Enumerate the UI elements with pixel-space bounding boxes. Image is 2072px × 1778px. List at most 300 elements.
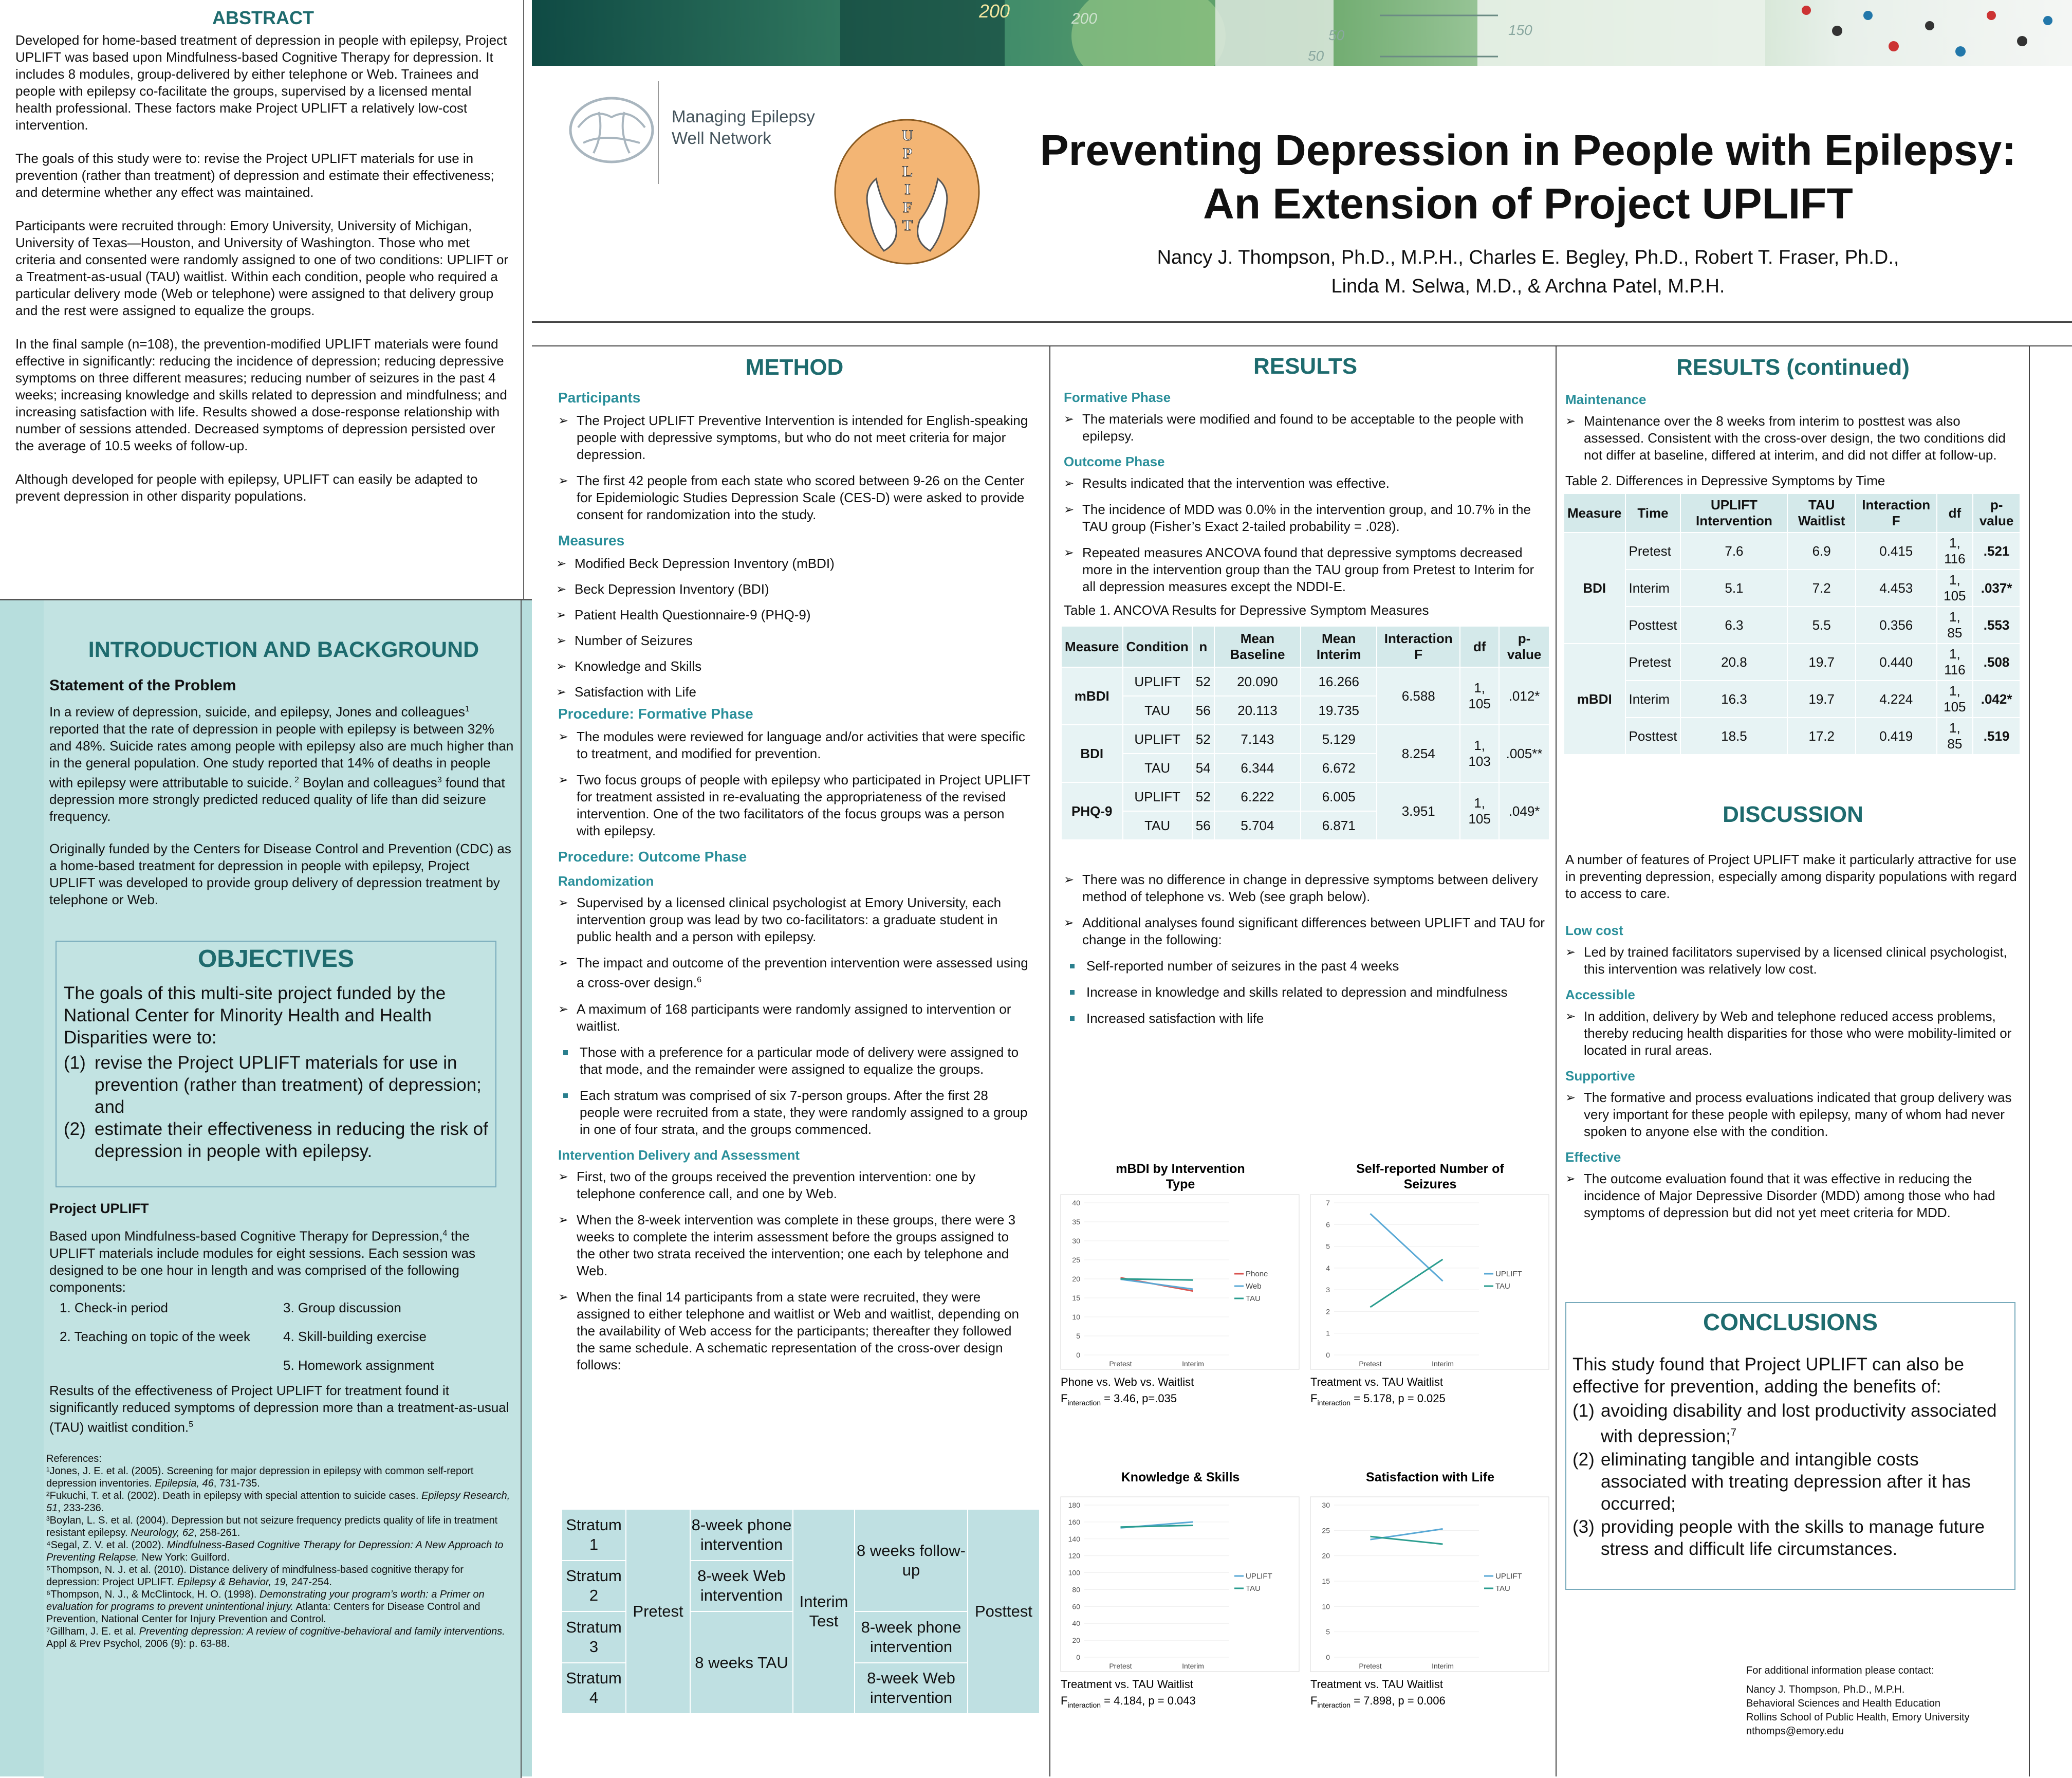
chart-y-tick: 0 [1326, 1653, 1330, 1661]
chart-y-tick: 6 [1326, 1220, 1330, 1229]
table1-measure: mBDI [1061, 667, 1123, 725]
table2-cell: .042* [1973, 681, 2020, 718]
design-posttest: Posttest [968, 1509, 1040, 1714]
chart-title: Type [1166, 1177, 1195, 1192]
problem-subheading: Statement of the Problem [49, 677, 236, 694]
chart-y-tick: 20 [1072, 1275, 1080, 1283]
table2-header: Measure [1564, 493, 1625, 533]
banner-mark-200b: 200 [1071, 10, 1098, 27]
table1-cell: 6.222 [1214, 782, 1301, 811]
chart-caption: Phone vs. Web vs. Waitlist [1061, 1376, 1194, 1388]
method-section [558, 355, 1031, 1383]
table1-cell: 6.672 [1301, 754, 1377, 782]
table1-cell: TAU [1123, 811, 1192, 840]
chart-title: Knowledge & Skills [1121, 1470, 1240, 1484]
table2-header: TAU Waitlist [1787, 493, 1856, 533]
results-bullet-method: ➢ There was no difference in change in depressive symptoms between delivery method of telephone vs. Web (see graph below). [1064, 871, 1547, 905]
table2-cell: 7.6 [1680, 533, 1787, 570]
discussion-intro: A number of features of Project UPLIFT make it particularly attractive for use in preventing depression, especially among disparity populations with regard to access to care. [1565, 852, 2017, 901]
chart-satisfaction [1309, 1470, 1551, 1717]
design-web-intervention: 8-week Web intervention [690, 1561, 793, 1612]
table2-row [1564, 533, 2020, 570]
measure-item: ➢ Satisfaction with Life [556, 684, 1031, 701]
chart-y-tick: 10 [1322, 1602, 1330, 1611]
randomization-sub-1: Those with a preference for a particular mode of delivery were assigned to that mode, and the remainder were assigned to equalize the groups. [559, 1044, 1031, 1078]
design-phone-intervention: 8-week phone intervention [690, 1509, 793, 1561]
references-heading: References: [46, 1453, 102, 1464]
chart-legend-label: UPLIFT [1495, 1572, 1522, 1581]
chart-y-tick: 100 [1068, 1568, 1080, 1577]
component-5: 5. Homework assignment [283, 1357, 434, 1373]
chart-title: Seizures [1403, 1177, 1457, 1192]
design-stratum-4: Stratum 4 [562, 1663, 626, 1714]
table1-cell: 5.129 [1301, 725, 1377, 754]
banner-mark-200a: 200 [979, 1, 1010, 22]
participants-heading: Participants [558, 390, 641, 406]
table1-cell: 52 [1192, 782, 1214, 811]
delivery-bullet-3: ➢ When the final 14 participants from a state were recruited, they were assigned to either telephone and waitlist or Web and waitlist, depending on the availability of Web access for the participants; thereafter they followed the same schedule. A schematic representation of the cross-over design follows: [558, 1289, 1031, 1373]
table1-header: Condition [1123, 626, 1192, 667]
table2-cell: 1, 85 [1937, 718, 1973, 755]
outcome-result-3: ➢ Repeated measures ANCOVA found that depressive symptoms decreased more in the intervention group than the TAU group from Pretest to Interim for all depression measures except the NDDI-E. [1064, 544, 1547, 595]
contact-line: For additional information please contact: [1746, 1665, 1934, 1676]
table2-cell: 0.356 [1856, 607, 1937, 644]
measure-item: ➢ Modified Beck Depression Inventory (mBDI) [556, 555, 1031, 572]
table2-row [1564, 570, 2020, 607]
abstract-paragraph-1: Developed for home-based treatment of depression in people with epilepsy, Project UPLIFT was based upon Mindfulness-based Cognitive Therapy for depression. It includes 8 modules, group-delivered by either telephone or Web. Trainees and people with epilepsy co-facilitate the groups, supervised by a licensed mental health professional. These factors make Project UPLIFT a relatively low-cost intervention. [15, 32, 507, 133]
effective-text: ➢ The outcome evaluation found that it was effective in reducing the incidence of Major Depressive Disorder (MDD) among those who had symptoms of depression but did not yet meet criteria for MDD. [1565, 1170, 2021, 1221]
table2-cell: 1, 105 [1937, 570, 1973, 607]
network-name: Managing Epilepsy Well Network [672, 107, 815, 148]
chart-svg [1309, 1470, 1551, 1717]
chart-y-tick: 2 [1326, 1307, 1330, 1316]
randomization-bullet-3: ➢ A maximum of 168 participants were randomly assigned to intervention or waitlist. [558, 1001, 1031, 1035]
table1-cell: 6.344 [1214, 754, 1301, 782]
chart-y-tick: 30 [1322, 1501, 1330, 1509]
component-1: 1. Check-in period [60, 1299, 168, 1315]
table2-cell: 1, 85 [1937, 607, 1973, 644]
additional-satisfaction: Increased satisfaction with life [1066, 1010, 1547, 1027]
reference-6: ⁶Thompson, N. J., & McClintock, H. O. (1998). Demonstrating your program’s worth: a Primer on evaluation for programs to prevent unintentional injury. Atlanta: Centers for Disease Control and Prevention, National Center for Injury Prevention and Control. [46, 1589, 485, 1625]
supportive-heading: Supportive [1565, 1068, 1635, 1084]
design-stratum-2: Stratum 2 [562, 1561, 626, 1612]
chart-knowledge [1060, 1470, 1301, 1717]
design-tau: 8 weeks TAU [690, 1611, 793, 1714]
chart-y-tick: 140 [1068, 1534, 1080, 1543]
abstract-heading: ABSTRACT [212, 7, 314, 28]
banner-mark-150: 150 [1508, 22, 1532, 38]
banner-mark-50b: 50 [1308, 48, 1324, 64]
design-stratum-3: Stratum 3 [562, 1611, 626, 1663]
table2-cell: .037* [1973, 570, 2020, 607]
table2-cell: 19.7 [1787, 681, 1856, 718]
chart-legend-label: TAU [1246, 1294, 1261, 1303]
crossover-design-table [561, 1509, 1040, 1714]
uplift-components [49, 1300, 518, 1382]
table1-cell: TAU [1123, 696, 1192, 725]
chart-x-tick: Interim [1182, 1360, 1204, 1368]
table1-cell: 16.266 [1301, 667, 1377, 696]
table2-cell: 0.440 [1856, 644, 1937, 681]
outcome-result-1: ➢ Results indicated that the intervention was effective. [1064, 475, 1547, 492]
chart-legend-label: TAU [1495, 1282, 1510, 1291]
chart-statistic: $F_{interaction} = 7.898$, p = 0.006 [1310, 1694, 1446, 1709]
contact-line: Behavioral Sciences and Health Education [1746, 1698, 1941, 1709]
chart-y-tick: 15 [1322, 1577, 1330, 1585]
table2-cell: 18.5 [1680, 718, 1787, 755]
table2-header: Interaction F [1856, 493, 1937, 533]
table1-header: Measure [1061, 626, 1123, 667]
supportive-text: ➢ The formative and process evaluations indicated that group delivery was very important for these people with epilepsy, many of whom had never spoken to anyone else with the condition. [1565, 1089, 2021, 1140]
table1-f: 8.254 [1377, 725, 1460, 782]
results-heading: RESULTS [1253, 354, 1358, 379]
randomization-sub-2: Each stratum was comprised of six 7-person groups. After the first 28 people were recruited from a state, they were randomly assigned to a group in one of four strata, and the groups commenced. [559, 1087, 1031, 1138]
table2-measure: mBDI [1564, 644, 1625, 755]
table1-header: n [1192, 626, 1214, 667]
chart-y-tick: 5 [1326, 1242, 1330, 1251]
objectives-box [55, 941, 496, 1187]
reference-7: ⁷Gillham, J. E. et al. Preventing depression: A review of cognitive-behavioral and family interventions. Appl & Prev Psychol, 2006 (9): p. 63-88. [46, 1626, 505, 1649]
delivery-bullet-1: ➢ First, two of the groups received the prevention intervention: one by telephone conference call, and one by Web. [558, 1168, 1031, 1202]
brain-logo-icon [563, 86, 660, 174]
chart-y-tick: 60 [1072, 1602, 1080, 1611]
chart-caption: Treatment vs. TAU Waitlist [1310, 1376, 1443, 1388]
table2-cell: 1, 116 [1937, 644, 1973, 681]
design-interim-test: Interim Test [793, 1509, 855, 1714]
chart-svg [1309, 1162, 1551, 1407]
table1-cell: 6.871 [1301, 811, 1377, 840]
chart-frame [1061, 1195, 1299, 1369]
table1-header: Mean Interim [1301, 626, 1377, 667]
uplift-paragraph-1: Based upon Mindfulness-based Cognitive Therapy for Depression,$^4$ the UPLIFT materials include modules for eight sessions. Each session was designed to be one hour in length and was comprised of the following components: [49, 1228, 476, 1295]
measure-item: ➢ Patient Health Questionnaire-9 (PHQ-9) [556, 607, 1031, 624]
chart-y-tick: 180 [1068, 1501, 1080, 1509]
table1-cell: TAU [1123, 754, 1192, 782]
objectives-intro: The goals of this multi-site project funded by the National Center for Minority Health and Health Disparities were to: [64, 983, 446, 1048]
table1-p: .049* [1499, 782, 1549, 840]
table1-cell: UPLIFT [1123, 667, 1192, 696]
chart-x-tick: Interim [1432, 1360, 1454, 1368]
chart-y-tick: 120 [1068, 1551, 1080, 1560]
reference-4: ⁴Segal, Z. V. et al. (2002). Mindfulness-Based Cognitive Therapy for Depression: A New Approach to Preventing Relapse. New York: Guilford. [46, 1539, 504, 1563]
table2-cell: Pretest [1625, 533, 1681, 570]
conclusion-1: (1) avoiding disability and lost productivity associated with depression;$^7$ [1572, 1401, 1997, 1446]
authors: Nancy J. Thompson, Ph.D., M.P.H., Charles E. Begley, Ph.D., Robert T. Fraser, Ph.D., Linda M. Selwa, M.D., & Archna Patel, M.P.H. [1157, 247, 1899, 297]
intro-section [49, 637, 518, 908]
conclusion-2: (2) eliminating tangible and intangible costs associated with treating depression after it has occurred; [1572, 1449, 1971, 1514]
maintenance-result: ➢ Maintenance over the 8 weeks from interim to posttest was also assessed. Consistent with the cross-over design, the two conditions did not differ at baseline, differed at interim, and did not differ at follow-up. [1565, 413, 2021, 464]
contact-info [1746, 1664, 1970, 1738]
table2-cell: 1, 116 [1937, 533, 1973, 570]
table2-cell: Posttest [1625, 718, 1681, 755]
table2-cell: 6.3 [1680, 607, 1787, 644]
poster-title: Preventing Depression in People with Epilepsy: An Extension of Project UPLIFT [1040, 126, 2016, 228]
outcome-heading: Procedure: Outcome Phase [558, 849, 747, 865]
abstract-paragraph-3: Participants were recruited through: Emory University, University of Michigan, University of Texas—Houston, and University of Washington. Those who met criteria and consented were randomly assigned to one of two conditions: UPLIFT or a Treatment-as-usual (TAU) waitlist. Within each condition, people who required a particular delivery mode (Web or telephone) were assigned to that delivery group and the rest were assigned to equalize the groups. [15, 218, 509, 318]
chart-y-tick: 20 [1072, 1636, 1080, 1645]
table1-header: Mean Baseline [1214, 626, 1301, 667]
table2-cell: 4.453 [1856, 570, 1937, 607]
chart-x-tick: Pretest [1109, 1662, 1132, 1670]
chart-y-tick: 10 [1072, 1313, 1080, 1321]
chart-y-tick: 3 [1326, 1286, 1330, 1294]
chart-y-tick: 4 [1326, 1263, 1330, 1272]
symptoms-by-time-table [1563, 493, 2021, 755]
chart-y-tick: 0 [1076, 1653, 1080, 1661]
chart-statistic: $F_{interaction} = 4.184$, p = 0.043 [1061, 1694, 1196, 1709]
chart-y-tick: 40 [1072, 1199, 1080, 1207]
table1-p: .012* [1499, 667, 1549, 725]
conclusions-box [1565, 1302, 2015, 1590]
randomization-heading: Randomization [558, 873, 654, 889]
chart-x-tick: Pretest [1359, 1360, 1382, 1368]
results-continued-section [1565, 355, 2021, 755]
table1-row [1061, 667, 1549, 696]
chart-mbdi [1060, 1162, 1301, 1407]
contact-line: Rollins School of Public Health, Emory University [1746, 1712, 1970, 1723]
randomization-bullet-2: ➢ The impact and outcome of the prevention intervention were assessed using a cross-over design.$^6$ [558, 955, 1031, 992]
chart-y-tick: 1 [1326, 1329, 1330, 1337]
table2-cell: .508 [1973, 644, 2020, 681]
chart-caption: Treatment vs. TAU Waitlist [1310, 1678, 1443, 1691]
table1-df: 1, 103 [1460, 725, 1499, 782]
table2-cell: Pretest [1625, 644, 1681, 681]
table1-row [1061, 725, 1549, 754]
objectives-heading: OBJECTIVES [197, 945, 355, 973]
table1-cell: 52 [1192, 667, 1214, 696]
delivery-heading: Intervention Delivery and Assessment [558, 1147, 800, 1163]
table2-cell: 17.2 [1787, 718, 1856, 755]
table1-measure: PHQ-9 [1061, 782, 1123, 840]
additional-seizures: Self-reported number of seizures in the past 4 weeks [1066, 958, 1547, 975]
chart-x-tick: Pretest [1359, 1662, 1382, 1670]
design-web-intervention-2: 8-week Web intervention [855, 1663, 968, 1714]
table1-cell: 5.704 [1214, 811, 1301, 840]
chart-y-tick: 40 [1072, 1619, 1080, 1628]
table1-f: 3.951 [1377, 782, 1460, 840]
measures-heading: Measures [558, 533, 625, 548]
contact-name: Nancy J. Thompson, Ph.D., M.P.H. [1746, 1684, 1905, 1695]
table1-df: 1, 105 [1460, 667, 1499, 725]
table2-row [1564, 607, 2020, 644]
intro-heading: INTRODUCTION AND BACKGROUND [88, 637, 479, 662]
table1-caption: Table 1. ANCOVA Results for Depressive Symptom Measures [1064, 602, 1429, 618]
table2-row [1564, 681, 2020, 718]
chart-svg [1060, 1162, 1301, 1407]
chart-frame [1310, 1497, 1549, 1672]
chart-svg [1060, 1470, 1301, 1717]
design-stratum-1: Stratum 1 [562, 1509, 626, 1561]
chart-y-tick: 80 [1072, 1585, 1080, 1594]
chart-y-tick: 20 [1322, 1551, 1330, 1560]
outcome-phase-heading: Outcome Phase [1064, 454, 1165, 469]
uplift-paragraph-2: Results of the effectiveness of Project UPLIFT for treatment found it significantly reduced symptoms of depression more than a treatment-as-usual (TAU) waitlist condition.$^5$ [49, 1382, 509, 1435]
accessible-heading: Accessible [1565, 987, 1635, 1002]
table1-cell: UPLIFT [1123, 782, 1192, 811]
chart-y-tick: 5 [1076, 1332, 1080, 1340]
table1-cell: 20.113 [1214, 696, 1301, 725]
chart-legend-label: UPLIFT [1246, 1572, 1272, 1581]
chart-y-tick: 25 [1322, 1526, 1330, 1535]
chart-y-tick: 0 [1076, 1351, 1080, 1359]
measure-item: ➢ Number of Seizures [556, 632, 1031, 649]
conclusion-3: (3) providing people with the skills to manage future stress and difficult life circumstances. [1572, 1516, 1985, 1559]
table2-row [1564, 644, 2020, 681]
conclusions-intro: This study found that Project UPLIFT can also be effective for prevention, adding the benefits of: [1572, 1354, 1964, 1397]
table2-cell: 0.419 [1856, 718, 1937, 755]
chart-legend-label: TAU [1495, 1584, 1510, 1593]
measures-list [556, 555, 1031, 701]
reference-5: ⁵Thompson, N. J. et al. (2010). Distance delivery of mindfulness-based cognitive therapy for depression: Project UPLIFT. Epilepsy & Behavior, 19, 247-254. [46, 1564, 464, 1588]
table2-cell: 19.7 [1787, 644, 1856, 681]
delivery-bullet-2: ➢ When the 8-week intervention was complete in these groups, there were 3 weeks to complete the interim assessment before the groups assigned to the other two strata received the intervention; one each by telephone and Web. [558, 1212, 1031, 1279]
objective-1: (1) revise the Project UPLIFT materials for use in prevention (rather than treatment) of depression; and [64, 1053, 482, 1117]
contact-email[interactable]: nthomps@emory.edu [1746, 1726, 1844, 1737]
results-section [1064, 354, 1547, 1036]
table2-cell: 6.9 [1787, 533, 1856, 570]
results-continued-heading: RESULTS (continued) [1676, 355, 1910, 380]
reference-1: ¹Jones, J. E. et al. (2005). Screening for major depression in epilepsy with common self-report depression inventories. Epilepsia, 46, 731-735. [46, 1465, 474, 1489]
chart-x-tick: Pretest [1109, 1360, 1132, 1368]
measure-item: ➢ Beck Depression Inventory (BDI) [556, 581, 1031, 598]
table1-cell: 56 [1192, 811, 1214, 840]
table2-header: UPLIFT Intervention [1680, 493, 1787, 533]
chart-y-tick: 15 [1072, 1294, 1080, 1302]
table2-row [1564, 718, 2020, 755]
participant-bullet-1: ➢ The Project UPLIFT Preventive Intervention is intended for English-speaking people with depressive symptoms, but who do not meet criteria for major depression. [558, 412, 1031, 463]
project-uplift-section [49, 1201, 518, 1436]
design-follow-up: 8 weeks follow-up [855, 1509, 968, 1611]
table2-cell: 5.5 [1787, 607, 1856, 644]
formative-bullet-2: ➢ Two focus groups of people with epilepsy who participated in Project UPLIFT for treatment assisted in re-evaluating the appropriateness of the revised intervention. One of the two facilitators of the focus groups was a person with epilepsy. [558, 772, 1031, 839]
low-cost-heading: Low cost [1565, 923, 1623, 938]
intro-paragraph-1: In a review of depression, suicide, and epilepsy, Jones and colleagues$^1$ reported that the rate of depression in people with epilepsy is between 32% and 48%. Suicide rates among people with epilepsy also are much higher than in the general population. One study reported that 14% of deaths in people with epilepsy were attributable to suicide. $^2$ Boylan and colleagues$^3$ found that depression more strongly predicted reduced quality of life than did seizure frequency. [49, 704, 514, 824]
maintenance-heading: Maintenance [1565, 392, 1646, 407]
table1-p: .005** [1499, 725, 1549, 782]
table1-cell: 54 [1192, 754, 1214, 782]
participant-bullet-2: ➢ The first 42 people from each state who scored between 9-26 on the Center for Epidemiologic Studies Depression Scale (CES-D) were asked to provide consent for randomization into the study. [558, 472, 1031, 523]
chart-legend-label: Web [1246, 1282, 1262, 1291]
table1-cell: 52 [1192, 725, 1214, 754]
table2-measure: BDI [1564, 533, 1625, 644]
table1-header: p-value [1499, 626, 1549, 667]
table2-header: Time [1625, 493, 1681, 533]
table1-cell: UPLIFT [1123, 725, 1192, 754]
component-2: 2. Teaching on topic of the week [60, 1328, 250, 1344]
chart-legend-label: Phone [1246, 1270, 1268, 1278]
formative-result: ➢ The materials were modified and found to be acceptable to the people with epilepsy. [1064, 411, 1547, 445]
table1-measure: BDI [1061, 725, 1123, 782]
table1-cell: 19.735 [1301, 696, 1377, 725]
table2-cell: 0.415 [1856, 533, 1937, 570]
header-banner [532, 0, 2072, 66]
table2-cell: 20.8 [1680, 644, 1787, 681]
table1-cell: 56 [1192, 696, 1214, 725]
table1-header: df [1460, 626, 1499, 667]
chart-title: mBDI by Intervention [1116, 1162, 1245, 1176]
table1-header: Interaction F [1377, 626, 1460, 667]
table2-cell: Posttest [1625, 607, 1681, 644]
formative-heading: Procedure: Formative Phase [558, 706, 753, 722]
table1-f: 6.588 [1377, 667, 1460, 725]
low-cost-text: ➢ Led by trained facilitators supervised by a licensed clinical psychologist, this intervention was relatively low cost. [1565, 944, 2021, 978]
accessible-text: ➢ In addition, delivery by Web and telephone reduced access problems, thereby reducing health disparities for those who were mobility-limited or located in rural areas. [1565, 1008, 2021, 1059]
table2-cell: 5.1 [1680, 570, 1787, 607]
results-bullet-additional: ➢ Additional analyses found significant differences between UPLIFT and TAU for change in the following: [1064, 914, 1547, 948]
chart-legend-label: UPLIFT [1495, 1270, 1522, 1278]
table2-cell: Interim [1625, 570, 1681, 607]
table1-cell: 6.005 [1301, 782, 1377, 811]
design-pretest: Pretest [626, 1509, 690, 1714]
conclusions-heading: CONCLUSIONS [1703, 1309, 1878, 1335]
chart-seizures [1309, 1162, 1551, 1407]
reference-2: ²Fukuchi, T. et al. (2002). Death in epilepsy with special attention to suicide cases. Epilepsy Research, 51, 233-236. [46, 1490, 510, 1514]
uplift-heading: Project UPLIFT [49, 1201, 149, 1216]
chart-y-tick: 7 [1326, 1199, 1330, 1207]
table1-cell: 20.090 [1214, 667, 1301, 696]
table2-cell: .521 [1973, 533, 2020, 570]
table2-cell: 7.2 [1787, 570, 1856, 607]
discussion-section [1565, 802, 2021, 1231]
chart-title: Satisfaction with Life [1365, 1470, 1495, 1484]
method-heading: METHOD [745, 355, 844, 380]
chart-title: Self-reported Number of [1356, 1162, 1504, 1176]
table2-cell: 4.224 [1856, 681, 1937, 718]
table2-cell: 16.3 [1680, 681, 1787, 718]
measure-item: ➢ Knowledge and Skills [556, 658, 1031, 675]
chart-y-tick: 30 [1072, 1237, 1080, 1245]
randomization-bullet-1: ➢ Supervised by a licensed clinical psychologist at Emory University, each intervention group was lead by two co-facilitators: a graduate student in public health and a person with epilepsy. [558, 894, 1031, 945]
uplift-letters: U P L I F T [902, 127, 913, 234]
table1-row [1061, 782, 1549, 811]
table1-cell: 7.143 [1214, 725, 1301, 754]
abstract-section [0, 0, 524, 596]
component-4: 4. Skill-building exercise [283, 1328, 427, 1344]
chart-statistic: $F_{interaction} = 5.178$, p = 0.025 [1310, 1392, 1446, 1407]
table2-header: df [1937, 493, 1973, 533]
banner-mark-50a: 50 [1328, 27, 1345, 43]
table2-cell: .553 [1973, 607, 2020, 644]
additional-knowledge: Increase in knowledge and skills related to depression and mindfulness [1066, 984, 1547, 1001]
chart-statistic: $F_{interaction} = 3.46$, p=.035 [1061, 1392, 1177, 1407]
reference-3: ³Boylan, L. S. et al. (2004). Depression but not seizure frequency predicts quality of life in treatment resistant epilepsy. Neurology, 62, 258-261. [46, 1515, 498, 1538]
chart-y-tick: 25 [1072, 1256, 1080, 1264]
abstract-paragraph-2: The goals of this study were to: revise the Project UPLIFT materials for use in prevention (rather than treatment) of depression and estimate their effectiveness; and determine whether any effect was maintained. [15, 151, 494, 200]
references-section [46, 1453, 518, 1650]
title-area [532, 66, 2072, 323]
chart-x-tick: Interim [1432, 1662, 1454, 1670]
design-phone-intervention-2: 8-week phone intervention [855, 1611, 968, 1663]
banner-graphic [532, 0, 2072, 66]
chart-y-tick: 160 [1068, 1517, 1080, 1526]
chart-y-tick: 35 [1072, 1218, 1080, 1226]
objective-2: (2) estimate their effectiveness in reducing the risk of depression in people with epilepsy. [64, 1119, 488, 1161]
chart-x-tick: Interim [1182, 1662, 1204, 1670]
chart-y-tick: 0 [1326, 1351, 1330, 1359]
ancova-table [1061, 626, 1550, 840]
component-3: 3. Group discussion [283, 1299, 401, 1315]
abstract-paragraph-4: In the final sample (n=108), the prevention-modified UPLIFT materials were found effective in significantly: reducing the incidence of depression; reducing depressive symptoms on three different measures; reducing number of seizures in the past 4 weeks; increasing knowledge and skills related to depression and mindfulness; and increasing satisfaction with life. Results showed a dose-response relationship with number of sessions attended. Decreased symptoms of depression persisted over the average of 10.5 weeks of follow-up. [15, 336, 507, 453]
outcome-result-2: ➢ The incidence of MDD was 0.0% in the intervention group, and 10.7% in the TAU group (Fisher’s Exact 2-tailed probability = .028). [1064, 501, 1547, 535]
intro-paragraph-2: Originally funded by the Centers for Disease Control and Prevention (CDC) as a home-based treatment for depression in people with epilepsy, Project UPLIFT was developed to provide group delivery of depression treatment by telephone or Web. [49, 841, 511, 908]
abstract-paragraph-5: Although developed for people with epilepsy, UPLIFT can easily be adapted to prevent depression in other disparity populations. [15, 471, 478, 504]
formative-bullet-1: ➢ The modules were reviewed for language and/or activities that were specific to treatment, and modified for prevention. [558, 728, 1031, 762]
table2-cell: Interim [1625, 681, 1681, 718]
chart-legend-label: TAU [1246, 1584, 1261, 1593]
formative-phase-heading: Formative Phase [1064, 390, 1171, 405]
table2-caption: Table 2. Differences in Depressive Symptoms by Time [1565, 473, 1885, 488]
chart-y-tick: 5 [1326, 1627, 1330, 1636]
